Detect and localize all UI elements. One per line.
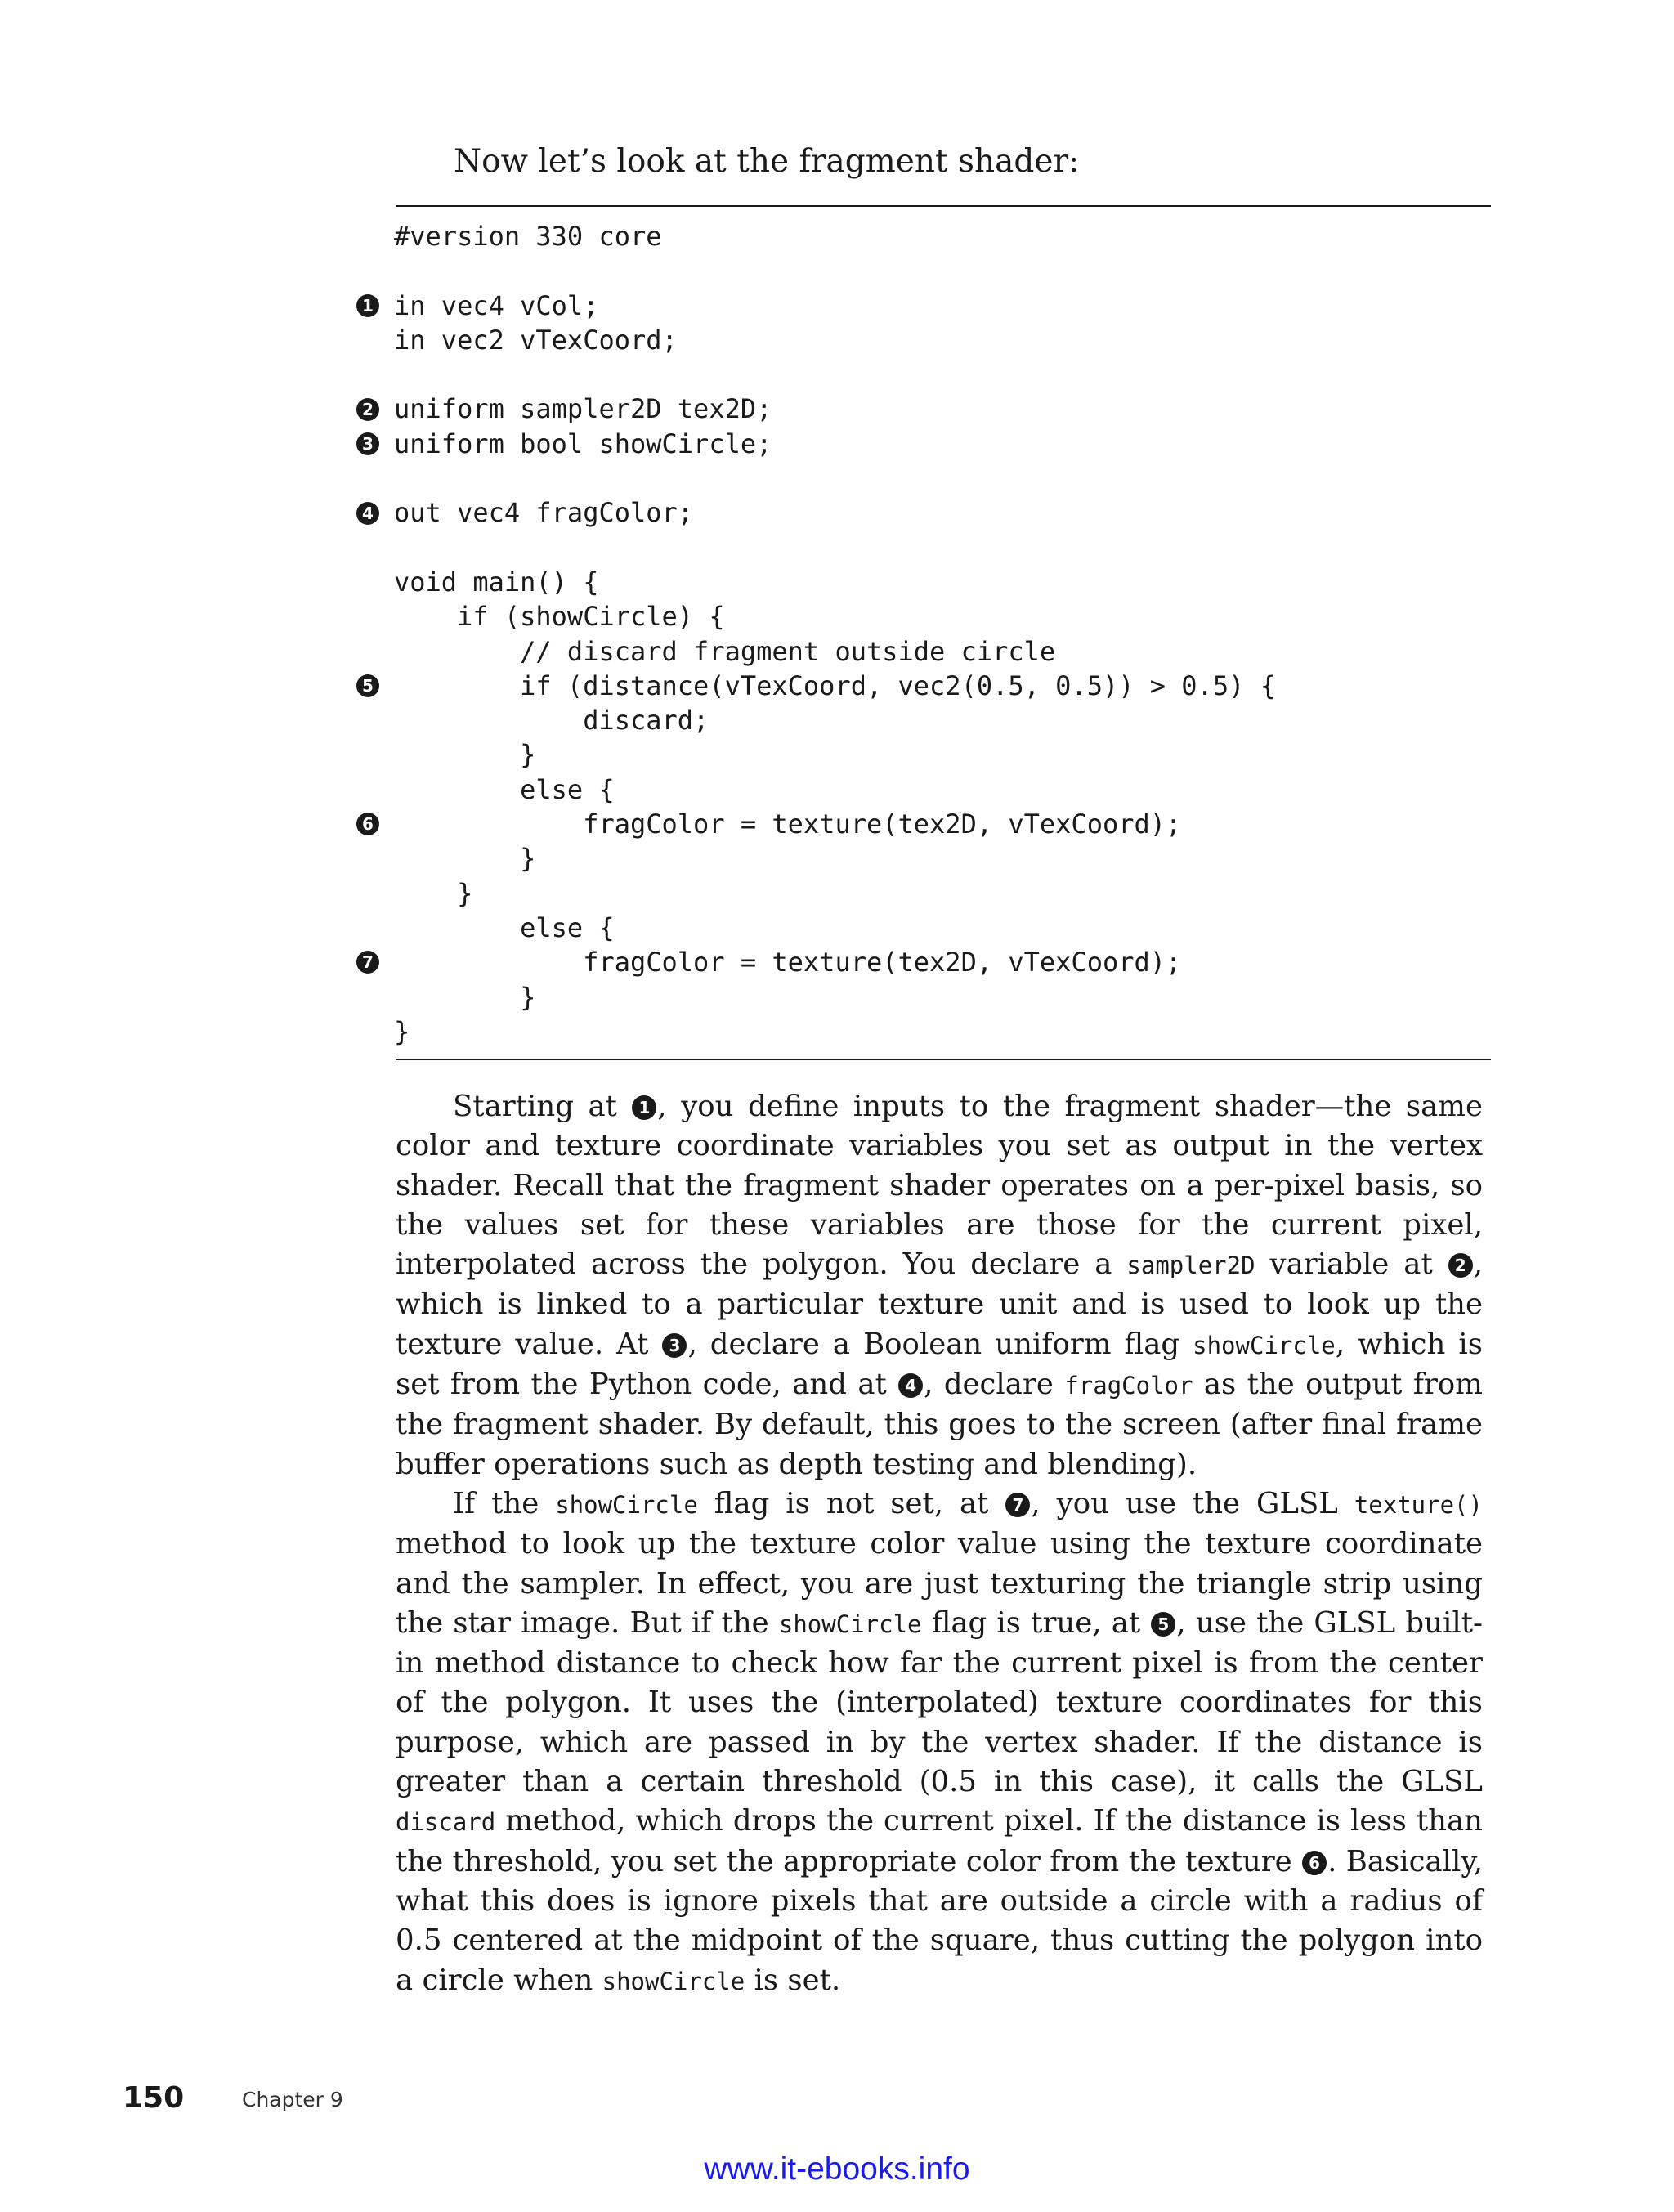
text-run: method, which drops the current pixel. If the distance is less than the threshold, you set the appropriate color from the texture — [396, 1804, 1483, 1878]
code-line — [351, 807, 1496, 841]
code-text: } — [394, 877, 473, 909]
text-run: . Basically, what this does is ignore pixels that are outside a circle with a radius of 0.5 centered at the midpoint of the square, thus cutting the polygon into a circle when — [396, 1844, 1483, 1997]
text-run: If the — [453, 1486, 539, 1520]
code-text: discard; — [394, 705, 709, 737]
code-text: fragColor = texture(tex2D, vTexCoord); — [394, 947, 1182, 978]
code-text: uniform bool showCircle; — [394, 428, 772, 459]
code-line — [351, 737, 1496, 772]
watermark-link[interactable]: www.it-ebooks.info — [704, 2152, 970, 2187]
inline-code: showCircle — [602, 1967, 745, 1995]
text-run: , which is linked to a particular texture unit and is used to look up the texture value. At — [396, 1247, 1483, 1361]
inline-code: discard — [396, 1808, 496, 1837]
callout-marker: 4 — [898, 1373, 923, 1398]
code-line — [351, 427, 1496, 461]
code-line — [351, 703, 1496, 737]
code-text: else { — [394, 773, 615, 805]
code-text: in vec4 vCol; — [394, 289, 599, 321]
code-text: } — [394, 1015, 410, 1047]
callout-marker: 1 — [632, 1095, 656, 1120]
code-line — [351, 841, 1496, 875]
paragraph-discard — [396, 1484, 1483, 2001]
intro-sentence: Now let’s look at the fragment shader: — [454, 143, 1080, 180]
code-line — [351, 876, 1496, 911]
inline-code: showCircle — [555, 1490, 698, 1519]
callout-marker: 3 — [356, 432, 379, 455]
text-run: , you define inputs to the fragment shader—the same color and texture coordinate variables you set as output in the vertex shader. Recall that the fragment shader operates on a per-pixel basis, so the values set for these variables are those for the current pixel, interpolated across the polygon. You declare a — [396, 1090, 1483, 1282]
code-text: fragColor = texture(tex2D, vTexCoord); — [394, 808, 1182, 840]
text-run: , use the GLSL built-in method distance to check how far the current pixel is from the center of the polygon. It uses the (interpolated) texture coordinates for this purpose, which are passed in by the vertex shader. If the distance is greater than a certain threshold (0.5 in this case), it calls the GLSL — [396, 1605, 1483, 1799]
code-text: if (distance(vTexCoord, vec2(0.5, 0.5)) > 0.5) { — [394, 669, 1276, 701]
code-text: } — [394, 981, 536, 1013]
code-line — [351, 565, 1496, 599]
code-line — [351, 495, 1496, 530]
code-line — [351, 461, 1496, 495]
text-run: variable at — [1269, 1247, 1433, 1282]
code-line — [351, 772, 1496, 807]
code-line — [351, 219, 1496, 253]
callout-marker: 6 — [356, 813, 379, 835]
text-run: flag is true, at — [931, 1605, 1141, 1640]
code-text: uniform sampler2D tex2D; — [394, 393, 772, 425]
code-text: if (showCircle) { — [394, 601, 725, 633]
code-line — [351, 1014, 1496, 1049]
code-line — [351, 323, 1496, 357]
code-line — [351, 289, 1496, 323]
code-text: else { — [394, 911, 615, 943]
inline-code: texture() — [1354, 1490, 1483, 1519]
paragraph-inputs — [396, 1087, 1483, 1484]
code-line — [351, 357, 1496, 392]
text-run: flag is not set, at — [714, 1486, 989, 1520]
code-text: } — [394, 843, 536, 875]
code-text: #version 330 core — [394, 221, 662, 252]
callout-marker: 7 — [356, 951, 379, 974]
text-run: is set. — [754, 1963, 841, 1997]
code-line — [351, 392, 1496, 426]
code-line — [351, 911, 1496, 945]
code-line — [351, 634, 1496, 669]
code-line — [351, 945, 1496, 979]
callout-marker: 5 — [1151, 1612, 1175, 1637]
callout-marker: 1 — [356, 294, 379, 317]
callout-marker: 5 — [356, 674, 379, 697]
text-run: , which is set from the Python code, and at — [396, 1327, 1483, 1402]
inline-code: sampler2D — [1126, 1252, 1256, 1280]
callout-marker: 4 — [356, 502, 379, 525]
code-bottom-rule — [396, 1059, 1491, 1060]
text-run: , you use the GLSL — [1031, 1486, 1338, 1520]
text-run: as the output from the fragment shader. By default, this goes to the screen (after final frame buffer operations such as depth testing and blending). — [396, 1368, 1483, 1481]
text-run: , declare a Boolean uniform flag — [687, 1327, 1180, 1361]
callout-marker: 3 — [662, 1333, 687, 1358]
text-run: , declare — [924, 1368, 1054, 1402]
inline-code: showCircle — [1193, 1331, 1336, 1359]
code-line — [351, 980, 1496, 1014]
callout-marker: 2 — [356, 398, 379, 421]
code-text: out vec4 fragColor; — [394, 497, 694, 529]
page-number: 150 — [123, 2081, 185, 2115]
text-run: method to look up the texture color value using the texture coordinate and the sampler. In effect, you are just texturing the triangle strip using the star image. But if the — [396, 1527, 1483, 1640]
text-run: Starting at — [453, 1090, 617, 1123]
callout-marker: 6 — [1302, 1851, 1327, 1875]
inline-code: showCircle — [778, 1610, 922, 1638]
code-line — [351, 253, 1496, 288]
code-text: // discard fragment outside circle — [394, 635, 1056, 667]
inline-code: fragColor — [1064, 1372, 1193, 1400]
callout-marker: 2 — [1448, 1253, 1473, 1278]
code-line — [351, 531, 1496, 565]
code-text: in vec2 vTexCoord; — [394, 324, 678, 356]
code-listing — [351, 219, 1496, 1049]
code-text: void main() { — [394, 566, 599, 598]
code-top-rule — [396, 205, 1491, 207]
callout-marker: 7 — [1005, 1493, 1030, 1517]
code-line — [351, 669, 1496, 703]
chapter-label: Chapter 9 — [242, 2088, 343, 2111]
body-text — [396, 1087, 1483, 2001]
code-text: } — [394, 739, 536, 771]
code-line — [351, 599, 1496, 634]
